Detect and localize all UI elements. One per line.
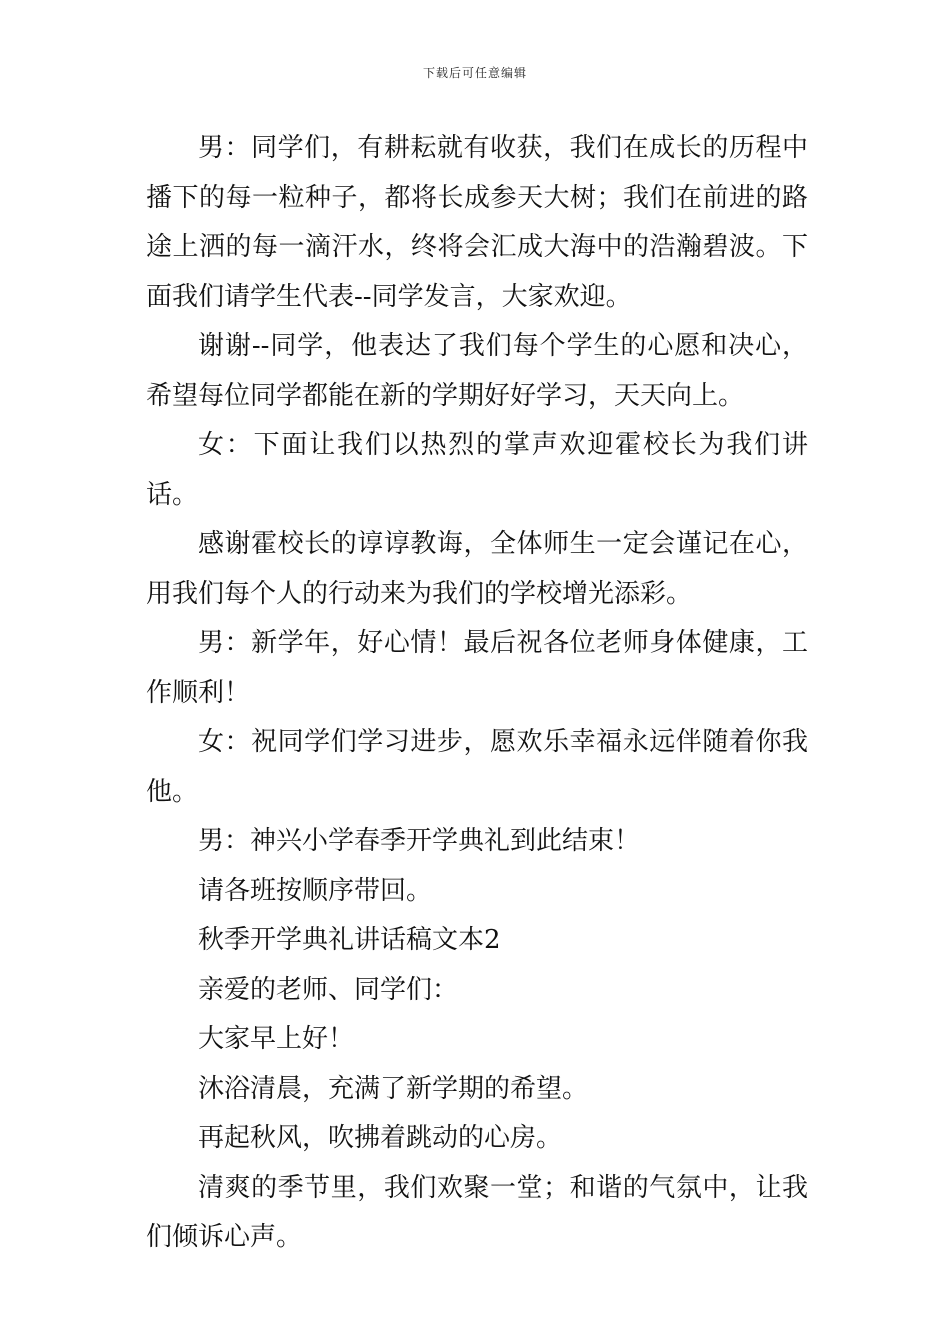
- paragraph-14: 清爽的季节里，我们欢聚一堂；和谐的气氛中，让我们倾诉心声。: [146, 1172, 808, 1252]
- paragraph-6: 女：祝同学们学习进步，愿欢乐幸福永远伴随着你我他。: [146, 727, 808, 807]
- document-body: [146, 124, 808, 1263]
- paragraph-12: 沐浴清晨，充满了新学期的希望。: [198, 1073, 589, 1104]
- greeting: 大家早上好！: [198, 1024, 355, 1054]
- paragraph-13: 再起秋风，吹拂着跳动的心房。: [198, 1123, 563, 1153]
- paragraph-2: 谢谢--同学，他表达了我们每个学生的心愿和决心，希望每位同学都能在新的学期好好学习，天天向上。: [146, 331, 808, 411]
- paragraph-4: 感谢霍校长的谆谆教诲，全体师生一定会谨记在心，用我们每个人的行动来为我们的学校增光添彩。: [146, 529, 808, 609]
- paragraph-5: 男：新学年，好心情！最后祝各位老师身体健康，工作顺利！: [146, 628, 808, 708]
- page-header: 下载后可任意编辑: [422, 66, 527, 80]
- salutation: 亲爱的老师、同学们：: [198, 974, 459, 1005]
- paragraph-8: 请各班按顺序带回。: [198, 875, 433, 906]
- paragraph-3: 女：下面让我们以热烈的掌声欢迎霍校长为我们讲话。: [146, 430, 808, 510]
- paragraph-7: 男：神兴小学春季开学典礼到此结束！: [198, 826, 641, 856]
- paragraph-1: 男：同学们，有耕耘就有收获，我们在成长的历程中播下的每一粒种子，都将长成参天大树；我们在前进的路途上洒的每一滴汗水，终将会汇成大海中的浩瀚碧波。下面我们请学生代表--同学发言，大家欢迎。: [146, 133, 808, 312]
- section-title: 秋季开学典礼讲话稿文本2: [198, 925, 501, 955]
